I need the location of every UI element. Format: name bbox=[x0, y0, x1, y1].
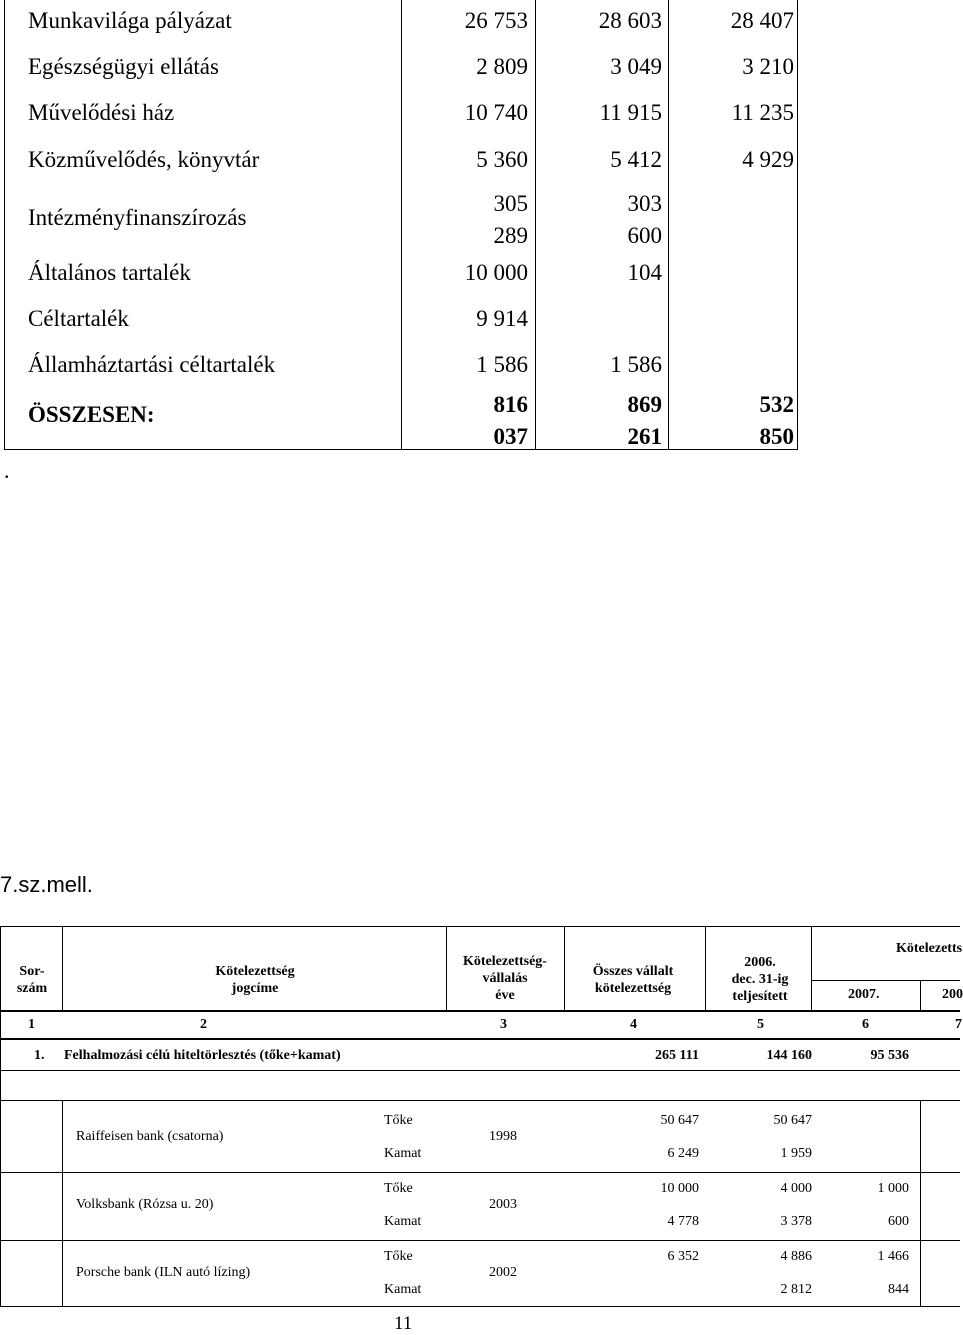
loan-line-2007: 1 466 bbox=[877, 1249, 909, 1264]
row-label: Céltartalék bbox=[28, 306, 129, 331]
section-2007: 95 536 bbox=[870, 1048, 909, 1063]
loan-line-paid: 4 000 bbox=[780, 1181, 812, 1196]
col-divider bbox=[446, 926, 447, 1010]
total-label: ÖSSZESEN: bbox=[28, 402, 155, 427]
border-left bbox=[0, 926, 1, 1306]
header-line: teljesített bbox=[732, 989, 788, 1004]
loan-line-2007: 1 000 bbox=[877, 1181, 909, 1196]
loan-line-paid: 2 812 bbox=[780, 1282, 812, 1297]
value-col2-line2: 600 bbox=[627, 223, 662, 248]
header-teljesitett bbox=[708, 954, 812, 1005]
loan-line-paid: 50 647 bbox=[773, 1113, 812, 1128]
table-border-right bbox=[797, 0, 798, 450]
loan-name: Porsche bank (ILN autó lízing) bbox=[76, 1265, 251, 1280]
section-paid: 144 160 bbox=[766, 1048, 812, 1063]
loan-name: Raiffeisen bank (csatorna) bbox=[76, 1129, 224, 1144]
loan-line-total: 50 647 bbox=[660, 1113, 699, 1128]
value-col2: 11 915 bbox=[599, 100, 662, 125]
section-number: 1. bbox=[34, 1048, 45, 1063]
appendix-label: 7.sz.mell. bbox=[0, 872, 93, 897]
value-col2: 104 bbox=[627, 260, 662, 285]
colnum-bottom-border bbox=[0, 1038, 960, 1040]
colnum-2: 2 bbox=[200, 1017, 207, 1032]
col-divider-1 bbox=[401, 0, 402, 450]
value-col2: 28 603 bbox=[598, 8, 662, 33]
value-col3: 11 235 bbox=[731, 100, 794, 125]
row-label: Közművelődés, könyvtár bbox=[28, 147, 260, 172]
value-col1: 10 740 bbox=[464, 100, 528, 125]
header-osszes bbox=[566, 963, 700, 997]
colnum-1: 1 bbox=[28, 1017, 35, 1032]
col-divider bbox=[920, 1100, 921, 1306]
loan-year: 2002 bbox=[489, 1265, 517, 1280]
page-number: 11 bbox=[394, 1313, 413, 1334]
section-bottom-border bbox=[0, 1070, 960, 1071]
loan-line-paid: 4 886 bbox=[780, 1249, 812, 1264]
col-divider-3 bbox=[668, 0, 669, 450]
header-line: Kötelezettség- bbox=[463, 954, 547, 969]
colnum-4: 4 bbox=[630, 1017, 637, 1032]
value-col1-line2: 289 bbox=[493, 223, 528, 248]
header-line: 2006. bbox=[744, 955, 776, 970]
value-col1-line1: 305 bbox=[493, 191, 528, 216]
loan-line-type: Kamat bbox=[384, 1146, 422, 1161]
header-line: éve bbox=[495, 988, 515, 1003]
header-line: dec. 31-ig bbox=[731, 972, 789, 987]
stray-dot: . bbox=[4, 458, 10, 483]
loan-line-total: 6 249 bbox=[667, 1146, 699, 1161]
total-col2-line2: 261 bbox=[627, 424, 662, 449]
loan-line-2007: 844 bbox=[888, 1282, 909, 1297]
group-border bbox=[0, 1172, 960, 1173]
loan-line-total: 4 778 bbox=[667, 1214, 699, 1229]
loan-line-2007: 600 bbox=[888, 1214, 909, 1229]
header-bottom-border bbox=[0, 1010, 960, 1012]
col-divider bbox=[564, 926, 565, 1010]
loan-line-total: 6 352 bbox=[667, 1249, 699, 1264]
loan-line-type: Tőke bbox=[384, 1181, 413, 1196]
header-group-kotelezettseg: Kötelezetts bbox=[896, 941, 963, 956]
header-year-2007: 2007. bbox=[848, 987, 880, 1002]
group-border bbox=[0, 1240, 960, 1241]
total-col1-line1: 816 bbox=[493, 392, 528, 417]
section-total: 265 111 bbox=[655, 1048, 699, 1063]
loan-line-type: Tőke bbox=[384, 1113, 413, 1128]
value-col2: 3 049 bbox=[610, 54, 662, 79]
colnum-6: 6 bbox=[862, 1017, 869, 1032]
value-col1: 1 586 bbox=[476, 352, 528, 377]
colnum-3: 3 bbox=[500, 1017, 507, 1032]
header-year-2008: 200 bbox=[942, 987, 963, 1002]
row-label: Művelődési ház bbox=[28, 100, 175, 125]
section-title: Felhalmozási célú hiteltörlesztés (tőke+kamat) bbox=[64, 1048, 341, 1063]
header-line: szám bbox=[16, 981, 48, 996]
col-divider bbox=[62, 926, 63, 1010]
total-col3-line2: 850 bbox=[759, 424, 794, 449]
border-top bbox=[0, 926, 960, 927]
value-col1: 26 753 bbox=[464, 8, 528, 33]
value-col1: 10 000 bbox=[464, 260, 528, 285]
loan-name: Volksbank (Rózsa u. 20) bbox=[76, 1197, 214, 1212]
header-line: Összes vállalt bbox=[592, 964, 674, 979]
header-sorszam bbox=[10, 963, 54, 997]
header-jogcim bbox=[170, 963, 340, 997]
total-col3-line1: 532 bbox=[759, 392, 794, 417]
header-line: jogcíme bbox=[231, 981, 279, 996]
row-label: Államháztartási céltartalék bbox=[28, 352, 276, 377]
loan-year: 2003 bbox=[489, 1197, 517, 1212]
value-col1: 2 809 bbox=[476, 54, 528, 79]
loan-line-total: 10 000 bbox=[660, 1181, 699, 1196]
col-divider bbox=[920, 980, 921, 1010]
total-col2-line1: 869 bbox=[627, 392, 662, 417]
colnum-5: 5 bbox=[757, 1017, 764, 1032]
value-col3: 28 407 bbox=[730, 8, 794, 33]
row-label: Intézményfinanszírozás bbox=[28, 205, 247, 230]
value-col3: 4 929 bbox=[742, 147, 794, 172]
header-line: Sor- bbox=[19, 964, 45, 979]
header-line: kötelezettség bbox=[594, 981, 672, 996]
loan-line-paid: 1 959 bbox=[780, 1146, 812, 1161]
total-col1-line2: 037 bbox=[493, 424, 528, 449]
value-col2: 5 412 bbox=[610, 147, 662, 172]
header-line: vállalás bbox=[482, 971, 528, 986]
obligations-table bbox=[0, 926, 963, 1306]
group-divider bbox=[811, 980, 960, 981]
loan-line-type: Tőke bbox=[384, 1249, 413, 1264]
header-line: Kötelezettség bbox=[215, 964, 295, 979]
value-col2: 1 586 bbox=[610, 352, 662, 377]
col-divider bbox=[705, 926, 706, 1010]
group-top-border bbox=[0, 1100, 960, 1101]
value-col3: 3 210 bbox=[742, 54, 794, 79]
header-vallalas-eve bbox=[450, 953, 560, 1004]
value-col2-line1: 303 bbox=[627, 191, 662, 216]
value-col1: 5 360 bbox=[476, 147, 528, 172]
row-label: Munkavilága pályázat bbox=[28, 8, 232, 33]
row-label: Egészségügyi ellátás bbox=[28, 54, 219, 79]
loan-year: 1998 bbox=[489, 1129, 517, 1144]
value-col1: 9 914 bbox=[476, 306, 528, 331]
col-divider-2 bbox=[535, 0, 536, 450]
loan-line-type: Kamat bbox=[384, 1282, 422, 1297]
colnum-7: 7 bbox=[955, 1017, 962, 1032]
col-divider bbox=[62, 1100, 63, 1306]
row-label: Általános tartalék bbox=[28, 260, 191, 285]
border-bottom bbox=[0, 1306, 960, 1307]
budget-table bbox=[4, 0, 798, 450]
loan-line-type: Kamat bbox=[384, 1214, 422, 1229]
loan-line-paid: 3 378 bbox=[780, 1214, 812, 1229]
table-border-left bbox=[4, 0, 5, 450]
